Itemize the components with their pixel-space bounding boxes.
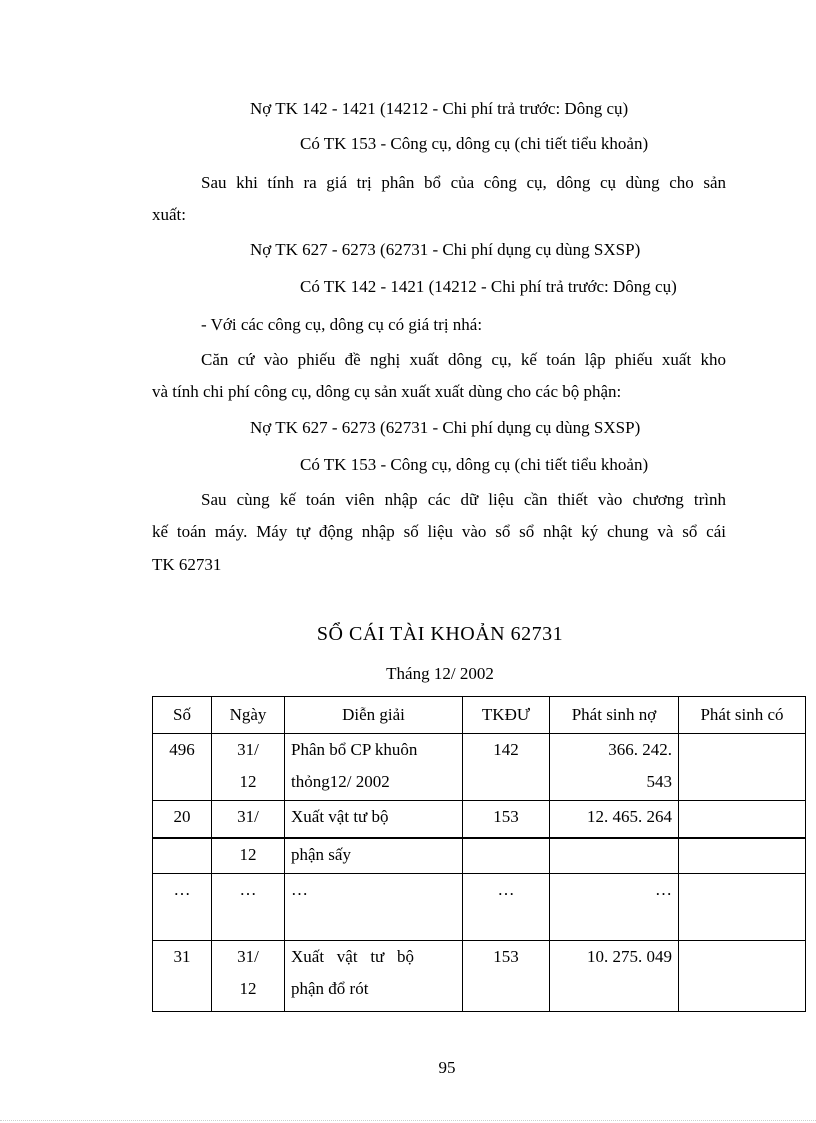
cell-dien-giai: phận sấy <box>291 845 351 864</box>
paragraph-final-line1: Sau cùng kế toán viên nhập các dữ liệu cần thiết vào chương trình <box>201 490 726 509</box>
cell-tkdu: 153 <box>493 807 519 826</box>
cell-dien-giai: Phân bổ CP khuôn <box>291 740 418 759</box>
table-row <box>153 801 806 839</box>
entry-debit-627-b: Nợ TK 627 - 6273 (62731 - Chi phí dụng cụ dùng SXSP) <box>250 418 641 437</box>
ledger-header-row <box>153 697 806 734</box>
cell-ngay-cont: 12 <box>239 979 257 998</box>
header-so: Số <box>153 697 212 734</box>
entry-debit-627: Nợ TK 627 - 6273 (62731 - Chi phí dụng cụ dùng SXSP) <box>250 240 641 259</box>
header-tkdu: TKĐƯ <box>463 697 550 734</box>
page-number: 95 <box>438 1058 456 1077</box>
ledger-subtitle: Tháng 12/ 2002 <box>386 664 494 683</box>
cell-tkdu: … <box>497 880 515 899</box>
cell-phat-sinh-co <box>679 838 806 874</box>
cell-so: … <box>173 880 191 899</box>
cell-ngay: 31/ <box>237 947 259 966</box>
cell-so <box>153 838 212 874</box>
cell-ngay: 31/ <box>237 807 259 826</box>
cell-phat-sinh-no: … <box>655 880 672 899</box>
cell-dien-giai-cont: thỏng12/ 2002 <box>291 772 390 791</box>
cell-so: 31 <box>173 947 191 966</box>
page-bottom-rule <box>0 1120 816 1121</box>
cell-dien-giai: Xuất vật tư bộ <box>291 807 389 826</box>
header-phat-sinh-no: Phát sinh nợ <box>550 697 679 734</box>
paragraph-small-tools: - Với các công cụ, dông cụ có giá trị nhá: <box>201 315 483 334</box>
paragraph-final-line3: TK 62731 <box>152 555 222 574</box>
cell-tkdu: 142 <box>493 740 519 759</box>
table-row <box>153 941 806 1012</box>
cell-so: 20 <box>173 807 191 826</box>
cell-phat-sinh-no: 10. 275. 049 <box>587 947 672 966</box>
paragraph-allocation-line1: Sau khi tính ra giá trị phân bổ của công cụ, dông cụ dùng cho sản <box>201 173 726 192</box>
entry-credit-153-b: Có TK 153 - Công cụ, dông cụ (chi tiết tiểu khoản) <box>300 455 649 474</box>
ledger-title: SỔ CÁI TÀI KHOẢN 62731 <box>316 623 564 645</box>
cell-tkdu <box>463 838 550 874</box>
cell-phat-sinh-co <box>679 874 806 941</box>
paragraph-issue-line1: Căn cứ vào phiếu đề nghị xuất dông cụ, kế toán lập phiếu xuất kho <box>201 350 726 369</box>
table-row <box>153 874 806 941</box>
cell-ngay-cont: 12 <box>239 772 257 791</box>
cell-so: 496 <box>169 740 195 759</box>
cell-tkdu: 153 <box>493 947 519 966</box>
cell-ngay: … <box>239 880 257 899</box>
cell-phat-sinh-co <box>679 801 806 839</box>
entry-credit-153: Có TK 153 - Công cụ, dông cụ (chi tiết tiểu khoản) <box>300 134 649 153</box>
cell-dien-giai: … <box>291 880 308 899</box>
paragraph-final-line2: kế toán máy. Máy tự động nhập số liệu vào sổ sổ nhật ký chung và sổ cái <box>152 522 726 541</box>
ledger-table <box>152 696 806 1012</box>
header-phat-sinh-co: Phát sinh có <box>679 697 806 734</box>
cell-phat-sinh-no: 12. 465. 264 <box>587 807 672 826</box>
entry-credit-142: Có TK 142 - 1421 (14212 - Chi phí trả trước: Dông cụ) <box>300 277 677 296</box>
cell-phat-sinh-no: 366. 242. <box>608 740 672 759</box>
entry-debit-142: Nợ TK 142 - 1421 (14212 - Chi phí trả trước: Dông cụ) <box>250 99 629 118</box>
cell-ngay: 31/ <box>237 740 259 759</box>
paragraph-issue-line2: và tính chi phí công cụ, dông cụ sản xuất xuất dùng cho các bộ phận: <box>152 382 622 401</box>
cell-dien-giai: Xuất vật tư bộ <box>291 947 415 966</box>
cell-ngay: 12 <box>239 845 257 864</box>
table-row <box>153 838 806 874</box>
header-ngay: Ngày <box>212 697 285 734</box>
cell-dien-giai-cont: phận đổ rót <box>291 979 369 998</box>
header-dien-giai: Diễn giải <box>285 697 463 734</box>
cell-phat-sinh-no-cont: 543 <box>646 772 672 791</box>
cell-phat-sinh-no <box>550 838 679 874</box>
paragraph-allocation-line2: xuất: <box>152 205 186 224</box>
table-row <box>153 734 806 801</box>
cell-phat-sinh-co <box>679 941 806 1012</box>
cell-phat-sinh-co <box>679 734 806 801</box>
